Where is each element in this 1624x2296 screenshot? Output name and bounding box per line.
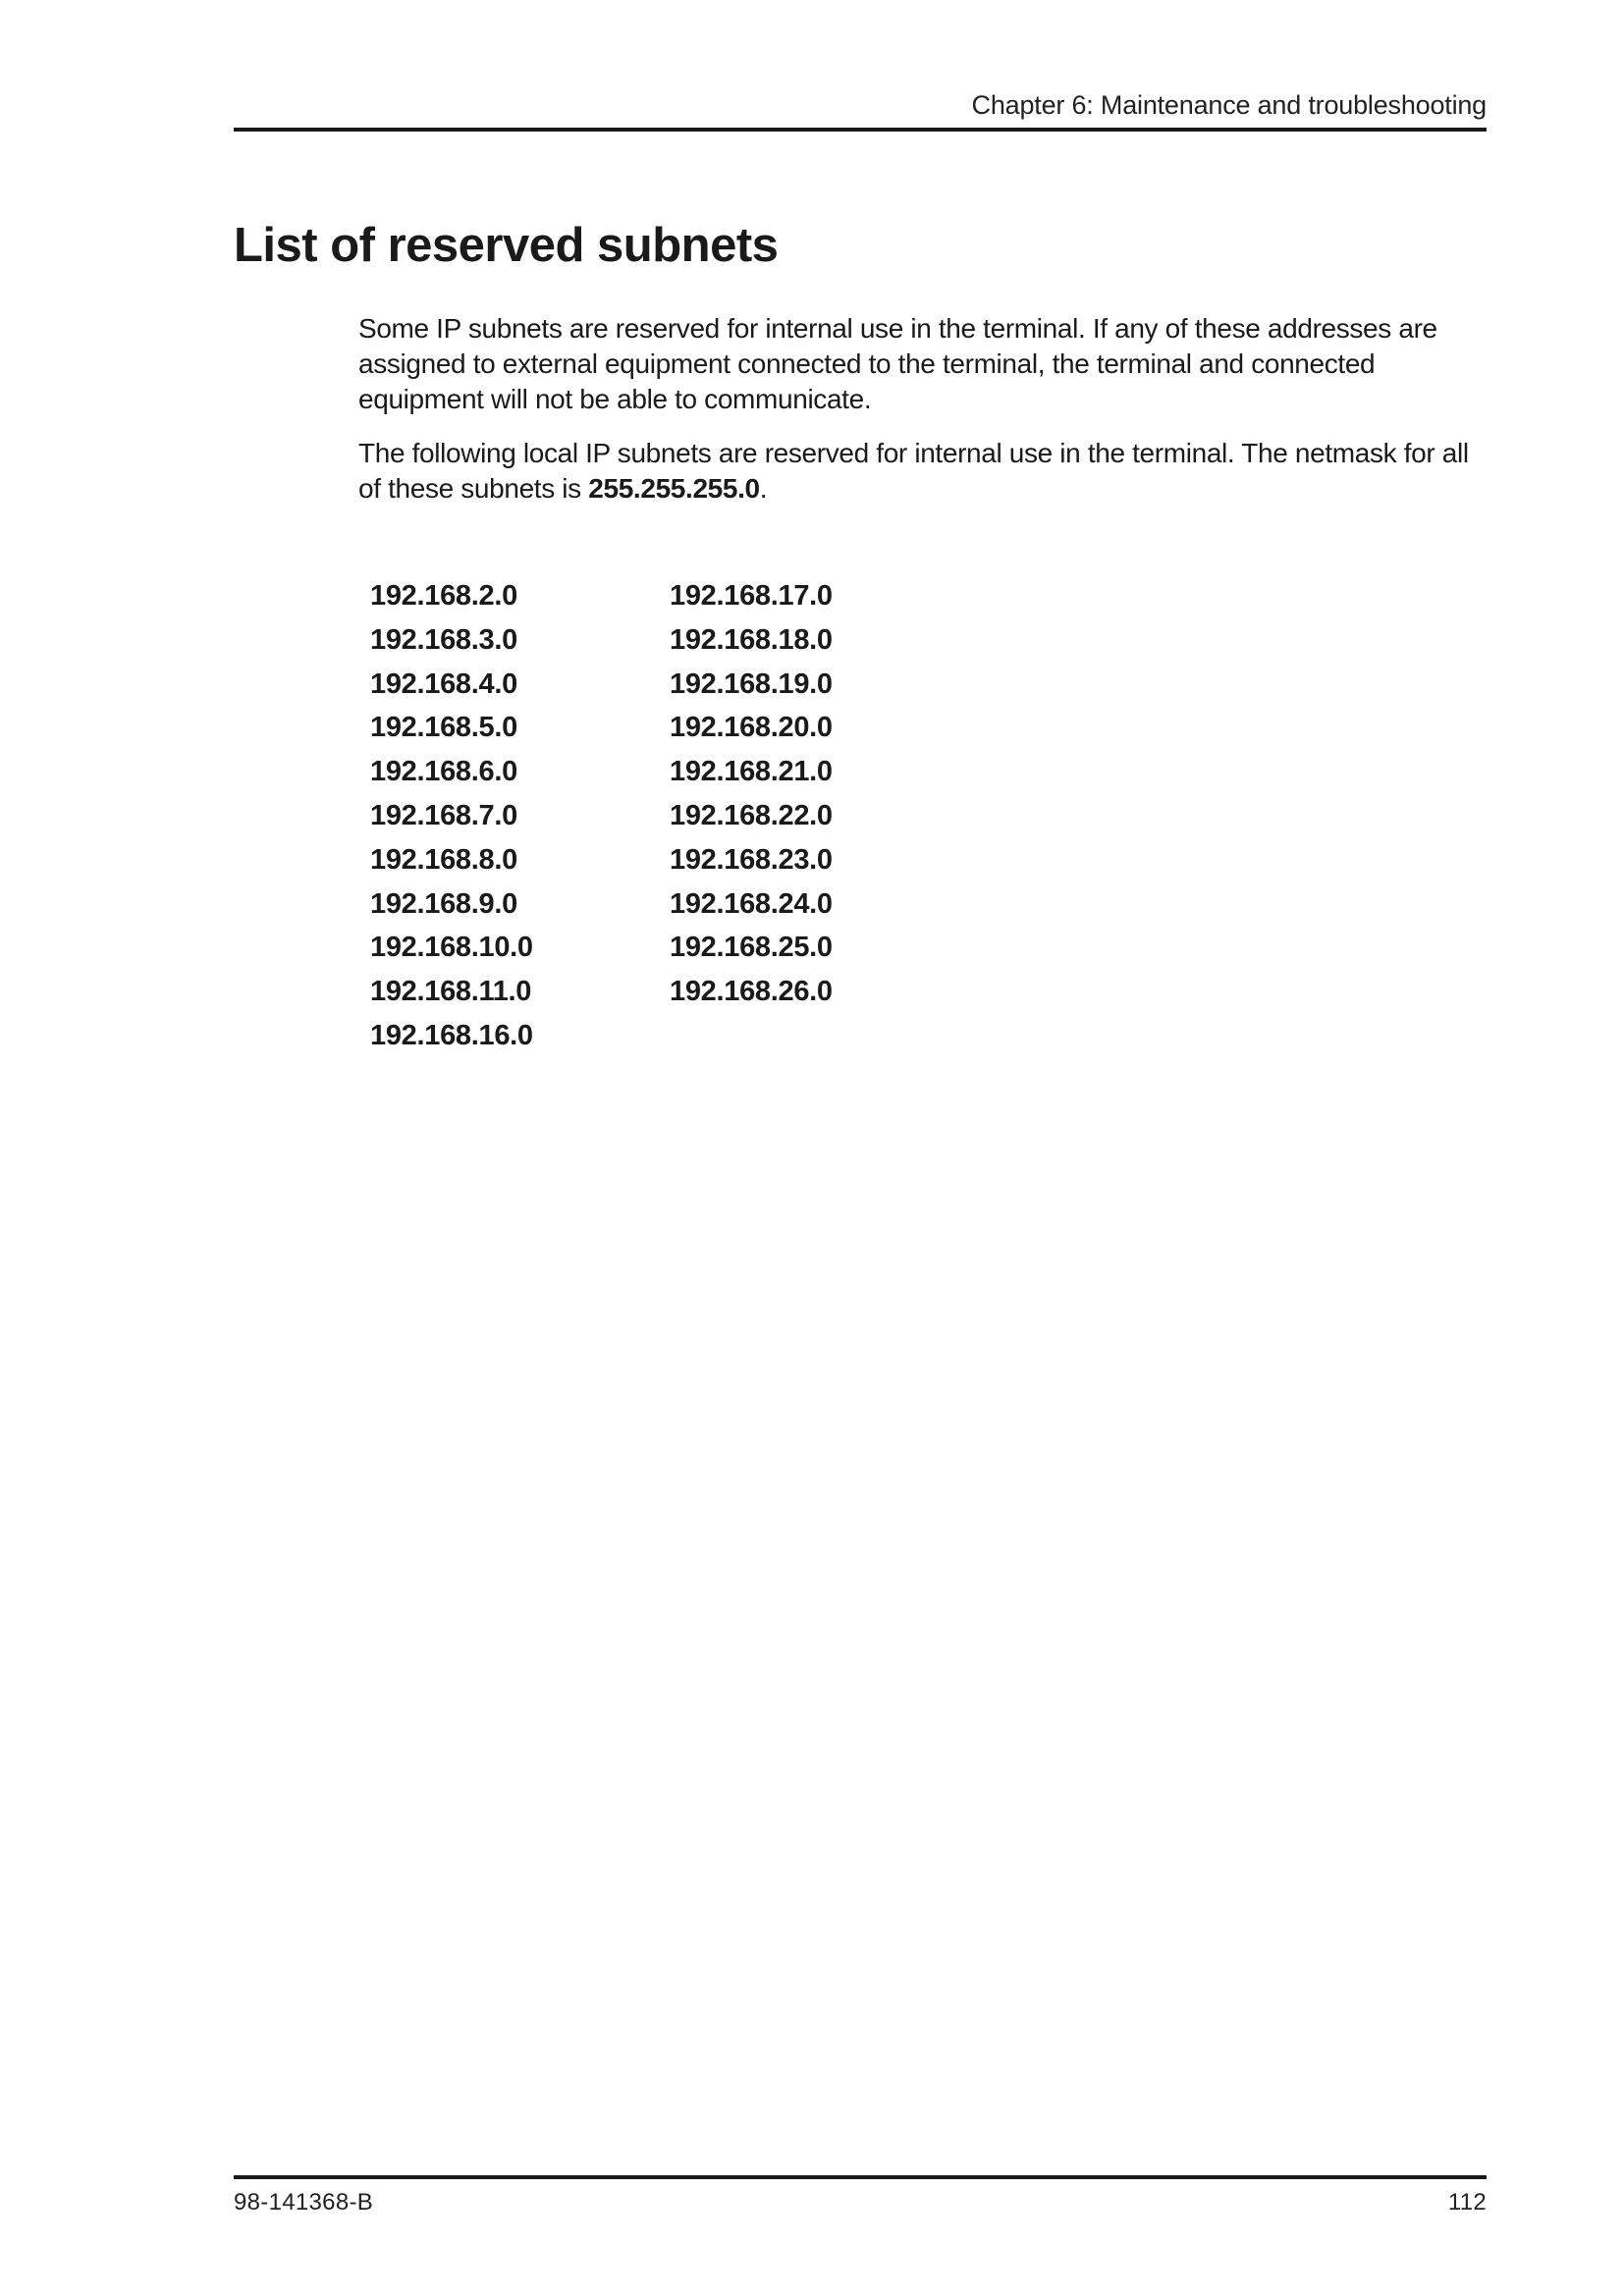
footer-rule: [234, 2175, 1487, 2179]
netmask-paragraph-text: The following local IP subnets are reserved for internal use in the terminal. The netmask for all of these subnets is: [358, 438, 1469, 504]
page-number: 112: [1447, 2189, 1487, 2216]
subnet-item: 192.168.26.0: [670, 976, 833, 1008]
subnet-item: 192.168.22.0: [670, 799, 833, 831]
subnet-item: 192.168.25.0: [670, 932, 833, 964]
subnet-item: 192.168.10.0: [370, 932, 533, 964]
subnet-item: 192.168.9.0: [370, 887, 517, 920]
subnet-item: 192.168.23.0: [670, 843, 833, 876]
netmask-value: 255.255.255.0: [588, 473, 760, 504]
subnet-item: 192.168.19.0: [670, 667, 833, 700]
subnet-list-column-1: [370, 574, 533, 1058]
document-number: 98-141368-B: [234, 2189, 374, 2216]
subnet-item: 192.168.5.0: [370, 712, 517, 744]
subnet-item: 192.168.8.0: [370, 843, 517, 876]
subnet-item: 192.168.6.0: [370, 756, 517, 788]
subnet-item: 192.168.11.0: [370, 976, 532, 1008]
subnet-list-column-2: [670, 574, 833, 1014]
intro-paragraph: Some IP subnets are reserved for internal use in the terminal. If any of these addresses are assigned to external equipment connected to the terminal, the terminal and connected equipment will not be able to communicate.: [358, 313, 1437, 414]
subnet-item: 192.168.18.0: [670, 623, 833, 656]
netmask-paragraph: [358, 436, 1488, 507]
subnet-item: 192.168.17.0: [670, 580, 833, 612]
subnet-item: 192.168.20.0: [670, 712, 833, 744]
subnet-item: 192.168.4.0: [370, 667, 517, 700]
subnet-item: 192.168.24.0: [670, 887, 833, 920]
running-header-chapter: Chapter 6: Maintenance and troubleshooting: [971, 90, 1487, 120]
header-rule: [234, 128, 1487, 132]
subnet-item: 192.168.16.0: [370, 1019, 533, 1051]
netmask-paragraph-end: .: [759, 473, 768, 504]
subnet-item: 192.168.3.0: [370, 623, 517, 656]
subnet-item: 192.168.7.0: [370, 799, 517, 831]
subnet-item: 192.168.2.0: [370, 580, 517, 612]
subnet-item: 192.168.21.0: [670, 756, 833, 788]
page-title: List of reserved subnets: [234, 219, 779, 272]
